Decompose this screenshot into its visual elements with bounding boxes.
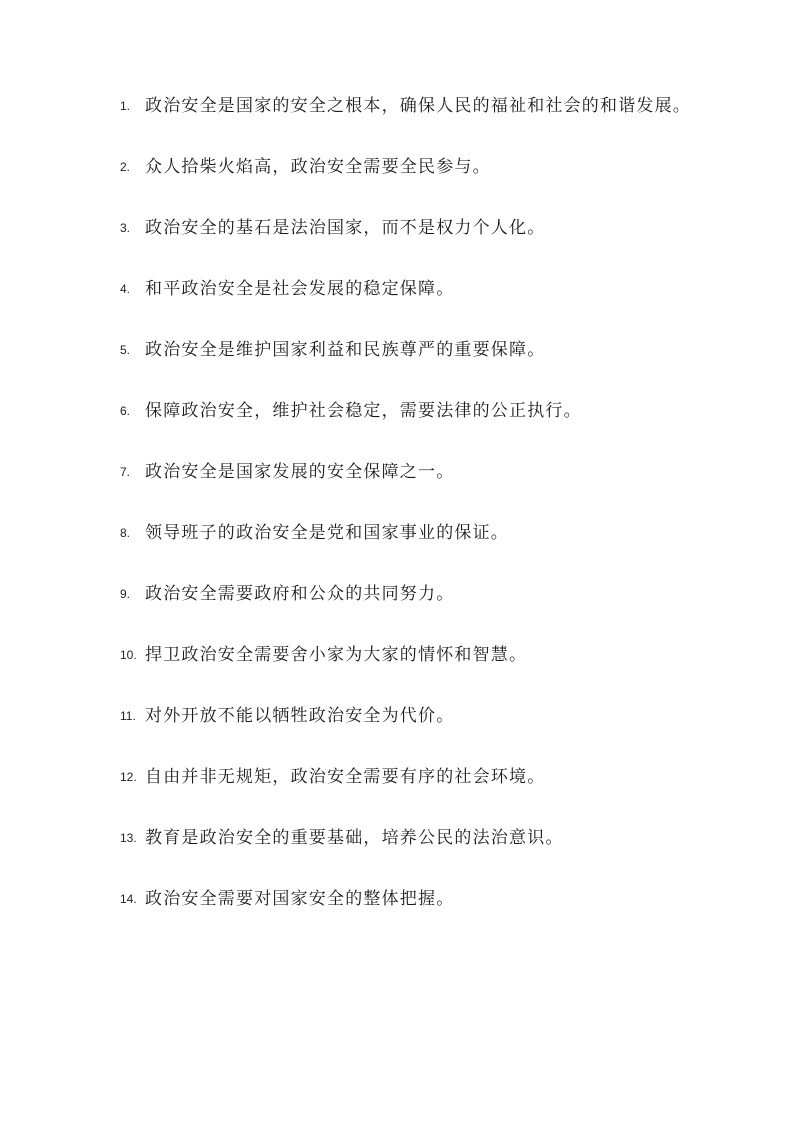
list-item xyxy=(120,334,720,366)
list-item-text: 保障政治安全，维护社会稳定，需要法律的公正执行。 xyxy=(145,401,582,421)
list-item-text: 对外开放不能以牺牲政治安全为代价。 xyxy=(145,706,455,726)
list-item-number: 8. xyxy=(120,526,131,540)
list-item-number: 9. xyxy=(120,587,131,601)
list-item xyxy=(120,578,720,610)
list-item-text: 和平政治安全是社会发展的稳定保障。 xyxy=(145,279,455,299)
list-item xyxy=(120,395,720,427)
list-item xyxy=(120,822,720,854)
list-item-text: 政治安全是国家发展的安全保障之一。 xyxy=(145,462,455,482)
list-item xyxy=(120,90,720,136)
numbered-list xyxy=(120,90,720,944)
list-item-text: 政治安全是国家的安全之根本，确保人民的福祉和社会的和谐发展。 xyxy=(145,96,691,116)
list-item-number: 5. xyxy=(120,343,131,357)
list-item-number: 6. xyxy=(120,404,131,418)
list-item xyxy=(120,212,720,244)
list-item-number: 14. xyxy=(120,892,137,906)
list-item-number: 13. xyxy=(120,831,137,845)
list-item xyxy=(120,639,720,671)
list-item-number: 11. xyxy=(120,709,136,723)
list-item-text: 众人拾柴火焰高，政治安全需要全民参与。 xyxy=(145,157,491,177)
list-item xyxy=(120,517,720,549)
list-item-text: 领导班子的政治安全是党和国家事业的保证。 xyxy=(145,523,509,543)
list-item-text: 政治安全是维护国家利益和民族尊严的重要保障。 xyxy=(145,340,546,360)
list-item-number: 7. xyxy=(120,465,131,479)
list-item-text: 自由并非无规矩，政治安全需要有序的社会环境。 xyxy=(145,767,546,787)
list-item-number: 4. xyxy=(120,282,131,296)
list-item xyxy=(120,151,720,183)
list-item xyxy=(120,883,720,915)
list-item-text: 政治安全需要对国家安全的整体把握。 xyxy=(145,889,455,909)
list-item-text: 捍卫政治安全需要舍小家为大家的情怀和智慧。 xyxy=(145,645,528,665)
list-item xyxy=(120,456,720,488)
list-item-number: 2. xyxy=(120,160,131,174)
list-item xyxy=(120,273,720,305)
list-item-text: 政治安全的基石是法治国家，而不是权力个人化。 xyxy=(145,218,546,238)
list-item-number: 3. xyxy=(120,221,131,235)
list-item-number: 12. xyxy=(120,770,137,784)
list-item xyxy=(120,761,720,793)
list-item-text: 教育是政治安全的重要基础，培养公民的法治意识。 xyxy=(145,828,564,848)
list-item xyxy=(120,700,720,732)
list-item-number: 10. xyxy=(120,648,137,662)
list-item-text: 政治安全需要政府和公众的共同努力。 xyxy=(145,584,455,604)
list-item-number: 1. xyxy=(120,99,131,113)
